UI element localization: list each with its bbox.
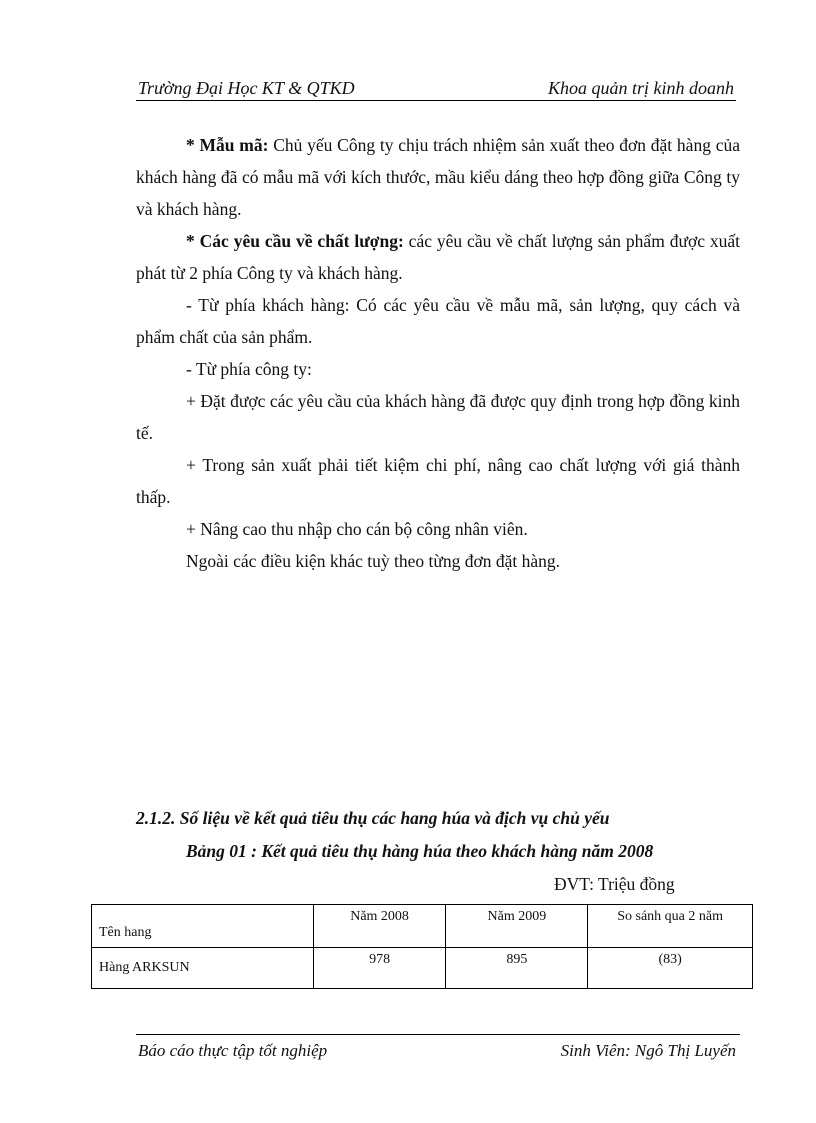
paragraph-text: Ngoài các điều kiện khác tuỳ theo từng đơn đặt hàng. (186, 551, 560, 571)
paragraph-text: Chủ yếu Công ty chịu trách nhiệm sản xuất theo đơn đặt hàng của khách hàng đã có mẫu mã với kích thước, mầu kiểu dáng theo hợp đồng giữa Công ty và khách hàng. (136, 135, 740, 219)
paragraph-heading: * Các yêu cầu về chất lượng: (186, 231, 404, 251)
section-title: 2.1.2. Số liệu về kết quả tiêu thụ các hang húa và địch vụ chủ yếu (136, 808, 610, 828)
paragraph (136, 385, 740, 449)
table-header-cell: So sánh qua 2 năm (588, 905, 753, 948)
table-cell: Hàng ARKSUN (92, 948, 314, 989)
paragraph (136, 513, 740, 545)
table-header-cell: Năm 2008 (313, 905, 446, 948)
paragraph (136, 545, 740, 577)
table-cell: 895 (446, 948, 588, 989)
table-cell: 978 (313, 948, 446, 989)
paragraph (136, 225, 740, 289)
page-header (136, 74, 736, 101)
table-header-cell: Tên hang (92, 905, 314, 948)
paragraph (136, 353, 740, 385)
paragraph (136, 449, 740, 513)
paragraph-heading: * Mẫu mã: (186, 135, 269, 155)
unit-label: ĐVT: Triệu đồng (554, 874, 675, 894)
paragraph-text: + Đặt được các yêu cầu của khách hàng đã được quy định trong hợp đồng kinh tế. (136, 391, 740, 443)
footer-report: Báo cáo thực tập tốt nghiệp (138, 1041, 328, 1060)
paragraph-text: + Nâng cao thu nhập cho cán bộ công nhân viên. (186, 519, 528, 539)
header-faculty: Khoa quản trị kinh doanh (547, 78, 734, 98)
footer-student: Sinh Viên: Ngô Thị Luyến (560, 1041, 736, 1060)
paragraph-text: + Trong sản xuất phải tiết kiệm chi phí, nâng cao chất lượng với giá thành thấp. (136, 455, 740, 507)
page-footer (136, 1034, 740, 1060)
table-row (92, 948, 753, 989)
table-title: Bảng 01 : Kết quả tiêu thụ hàng húa theo khách hàng năm 2008 (186, 841, 654, 861)
results-table (91, 904, 753, 989)
paragraph-text: các yêu cầu về chất lượng sản phẩm được xuất phát từ 2 phía Công ty và khách hàng. (136, 231, 740, 283)
header-school: Trường Đại Học KT & QTKD (138, 78, 355, 98)
table-cell: (83) (588, 948, 753, 989)
paragraph (136, 289, 740, 353)
paragraph-text: - Từ phía khách hàng: Có các yêu cầu về mẫu mã, sản lượng, quy cách và phẩm chất của sản phẩm. (136, 295, 740, 347)
table-header-cell: Năm 2009 (446, 905, 588, 948)
paragraph (136, 129, 740, 225)
body-text (136, 129, 740, 577)
paragraph-text: - Từ phía công ty: (186, 359, 312, 379)
table-header-row (92, 905, 753, 948)
